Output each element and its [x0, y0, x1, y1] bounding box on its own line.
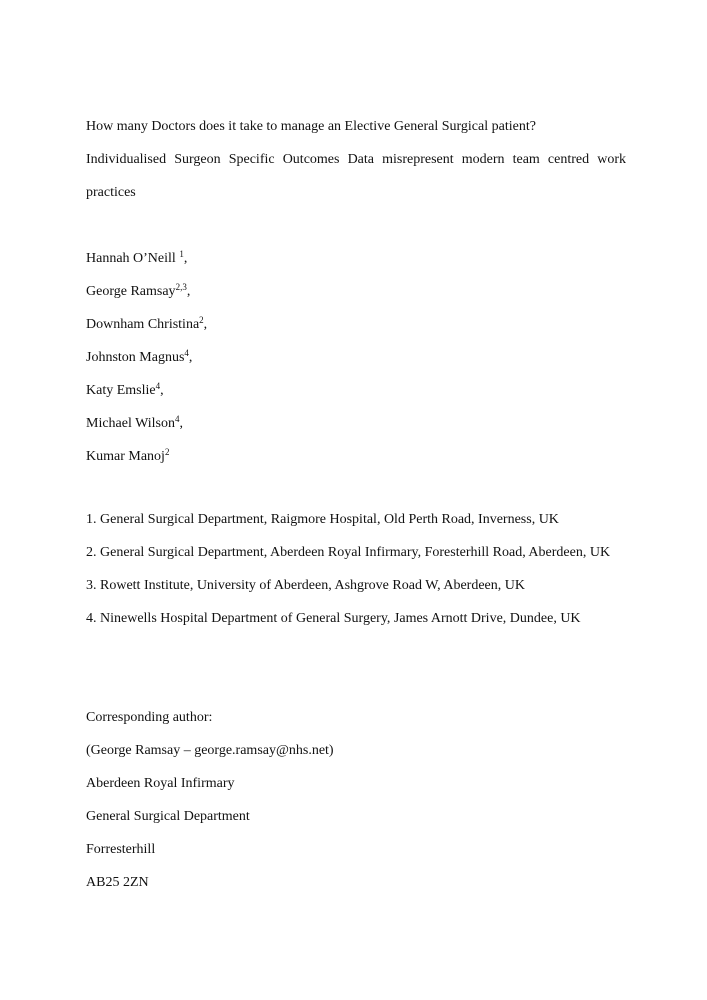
affiliation-marker: 1: [179, 249, 184, 259]
author-name: Michael Wilson: [86, 416, 175, 431]
affiliation: 4. Ninewells Hospital Department of General Surgery, James Arnott Drive, Dundee, UK: [86, 611, 581, 626]
affiliation-marker: 4: [175, 414, 180, 424]
author: [86, 415, 183, 433]
separator: ,: [160, 383, 164, 398]
affiliation: 1. General Surgical Department, Raigmore Hospital, Old Perth Road, Inverness, UK: [86, 512, 559, 527]
title-line-3: practices: [86, 185, 136, 200]
author-name: Johnston Magnus: [86, 350, 185, 365]
address-line: General Surgical Department: [86, 809, 250, 824]
author: [86, 283, 190, 301]
separator: ,: [188, 350, 193, 365]
corresponding-label: Corresponding author:: [86, 710, 213, 725]
separator: ,: [179, 416, 183, 431]
author-name: Downham Christina: [86, 317, 200, 332]
affiliation-marker: 2,3: [175, 282, 187, 292]
separator: ,: [186, 284, 191, 299]
affiliation-marker: 4: [155, 381, 161, 391]
separator: ,: [203, 317, 208, 332]
corresponding-contact: (George Ramsay – george.ramsay@nhs.net): [86, 743, 334, 758]
address-line: Aberdeen Royal Infirmary: [86, 776, 235, 791]
author-name: Hannah O’Neill: [86, 251, 180, 266]
address-line: AB25 2ZN: [86, 875, 149, 890]
separator: ,: [183, 251, 188, 266]
author-name: George Ramsay: [86, 284, 176, 299]
author: [86, 349, 192, 367]
author-name: Katy Emslie: [86, 383, 156, 398]
author: [86, 382, 164, 400]
author: [86, 448, 169, 466]
affiliation-marker: 4: [184, 348, 189, 358]
author: [86, 250, 187, 268]
title-line-1: How many Doctors does it take to manage an Elective General Surgical patient?: [86, 119, 536, 134]
title-line-2: Individualised Surgeon Specific Outcomes Data misrepresent modern team centred work: [86, 152, 626, 167]
affiliation: 2. General Surgical Department, Aberdeen Royal Infirmary, Foresterhill Road, Aberdeen, UK: [86, 545, 611, 560]
author-name: Kumar Manoj: [86, 449, 165, 464]
affiliation-marker: 2: [164, 447, 170, 457]
author: [86, 316, 207, 334]
affiliation: 3. Rowett Institute, University of Aberdeen, Ashgrove Road W, Aberdeen, UK: [86, 578, 525, 593]
affiliation-marker: 2: [199, 315, 204, 325]
address-line: Forresterhill: [86, 842, 156, 857]
